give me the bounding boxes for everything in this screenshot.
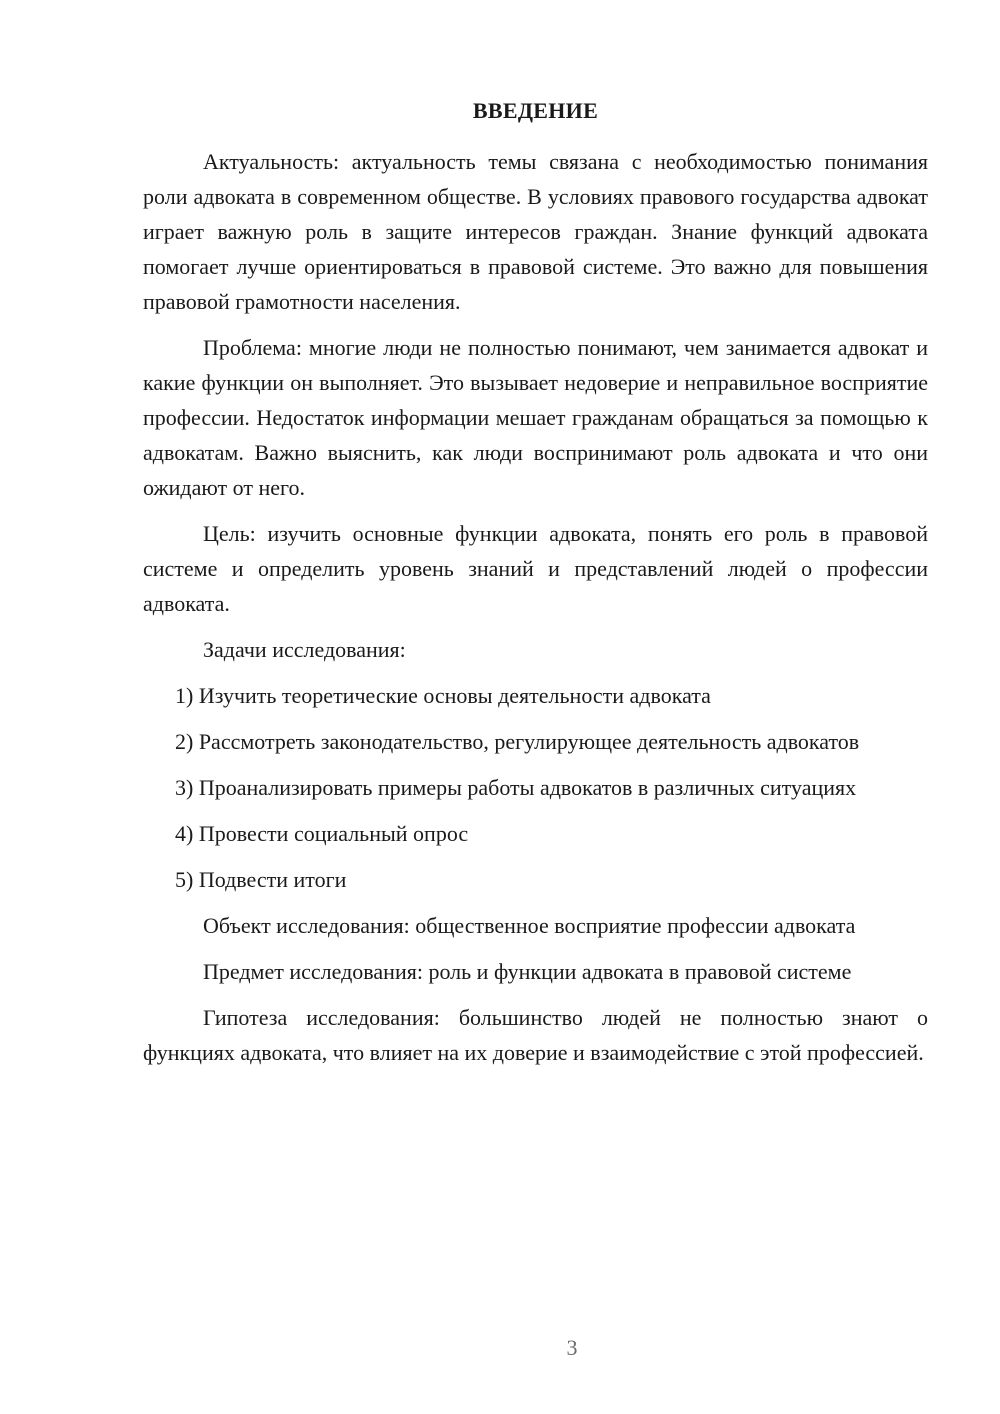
task-item-3: 3) Проанализировать примеры работы адвокатов в различных ситуациях [175,775,857,800]
page-number: 3 [566,1335,578,1360]
section-title: ВВЕДЕНИЕ [472,98,599,123]
paragraph-object: Объект исследования: общественное восприятие профессии адвоката [203,913,856,938]
page-content [143,96,928,1081]
paragraph-relevance: Актуальность: актуальность темы связана с необходимостью понимания роли адвоката в современном обществе. В условиях правового государства адвокат играет важную роль в защите интересов граждан. Знание функций адвоката помогает лучше ориентироваться в правовой системе. Это важно для повышения правовой грамотности населения. [143,149,928,314]
task-item-4: 4) Провести социальный опрос [175,821,469,846]
task-item-1: 1) Изучить теоретические основы деятельности адвоката [175,683,711,708]
paragraph-problem: Проблема: многие люди не полностью понимают, чем занимается адвокат и какие функции он выполняет. Это вызывает недоверие и неправильное восприятие профессии. Недостаток информации мешает гражданам обращаться за помощью к адвокатам. Важно выяснить, как люди воспринимают роль адвоката и что они ожидают от него. [143,335,928,500]
paragraph-hypothesis: Гипотеза исследования: большинство людей не полностью знают о функциях адвоката, что влияет на их доверие и взаимодействие с этой профессией. [143,1005,928,1065]
task-item-5: 5) Подвести итоги [175,867,347,892]
paragraph-goal: Цель: изучить основные функции адвоката, понять его роль в правовой системе и определить уровень знаний и представлений людей о профессии адвоката. [143,521,928,616]
paragraph-subject: Предмет исследования: роль и функции адвоката в правовой системе [203,959,852,984]
tasks-heading: Задачи исследования: [203,637,406,662]
task-item-2: 2) Рассмотреть законодательство, регулирующее деятельность адвокатов [175,729,860,754]
